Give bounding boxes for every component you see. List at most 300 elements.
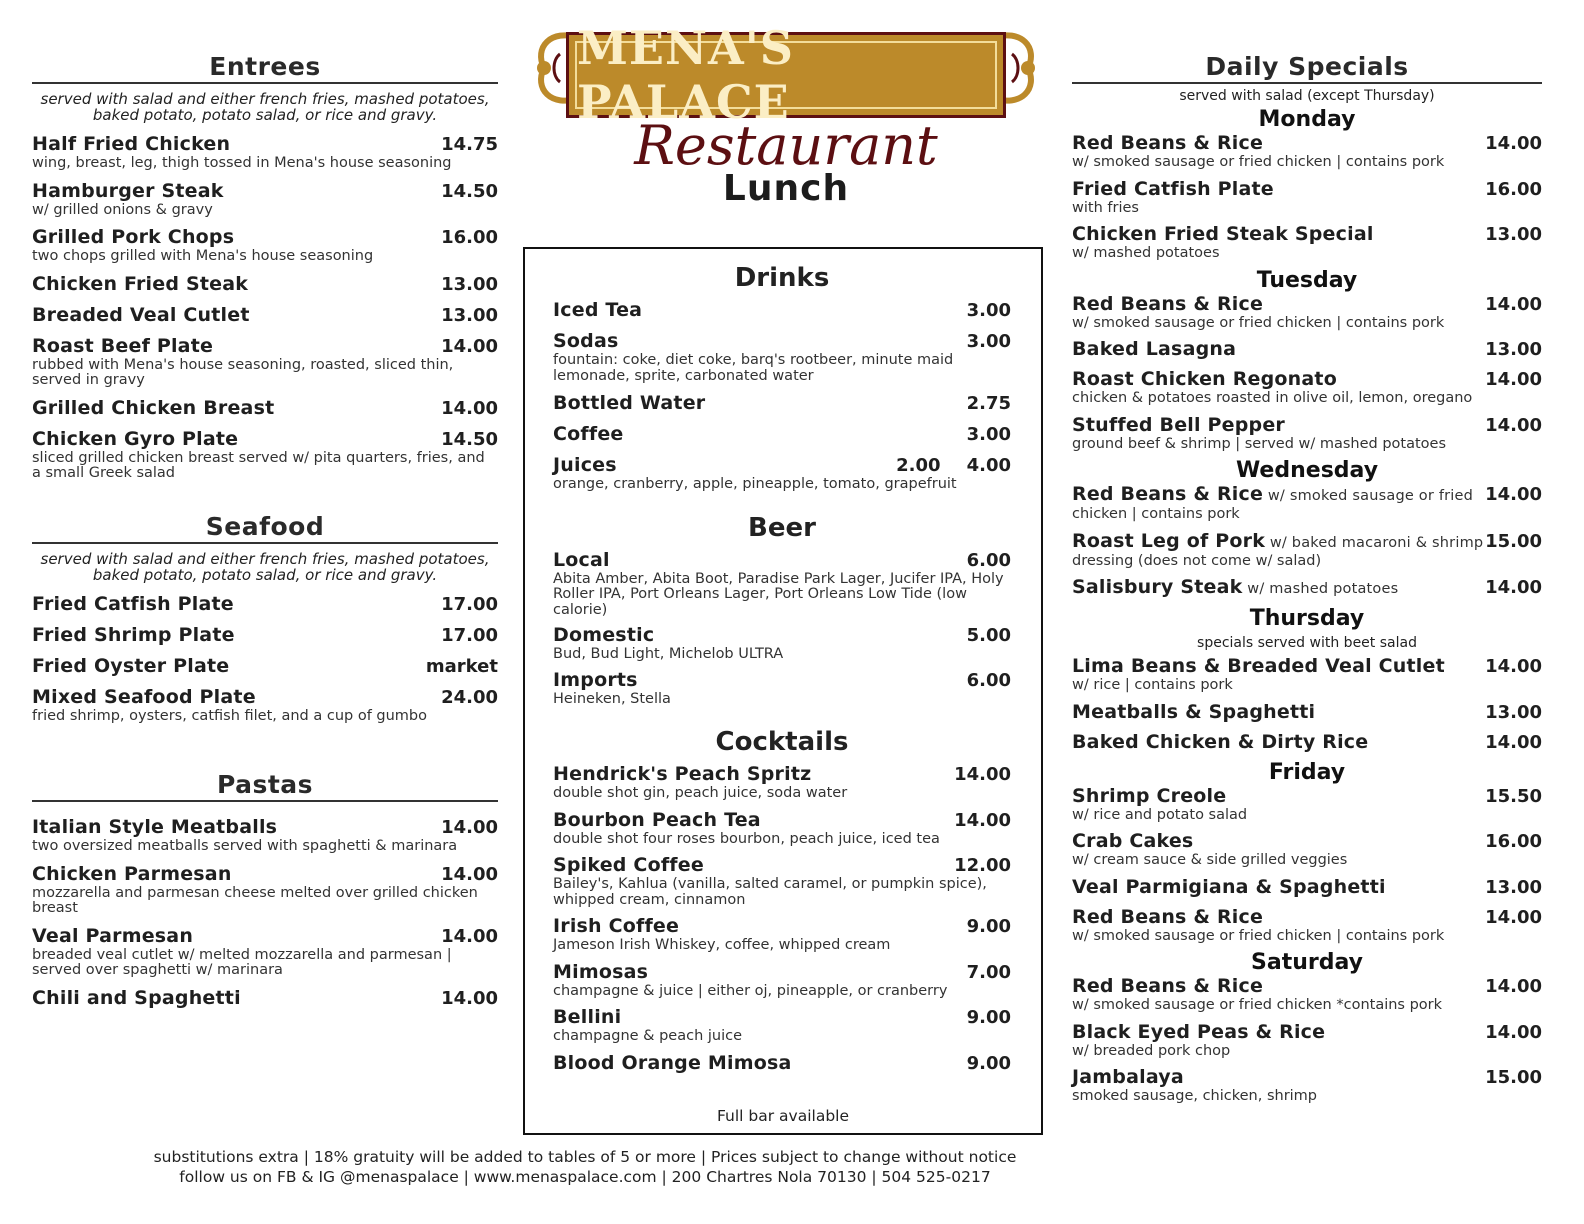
item-description: wing, breast, leg, thigh tossed in Mena's house seasoning [32, 155, 452, 171]
item-price: 16.00 [441, 227, 498, 248]
item-name-text: Chicken Parmesan [32, 862, 232, 885]
pastas-title: Pastas [32, 770, 498, 802]
item-price-group [967, 393, 1011, 415]
item-name-text: Domestic [553, 624, 655, 646]
item-inline-desc: w/ smoked sausage or fried [1263, 488, 1474, 504]
item-name [1072, 830, 1193, 852]
item-price-group [441, 181, 498, 203]
item-price-group [1485, 656, 1542, 678]
item-name-text: Hendrick's Peach Spritz [553, 763, 812, 785]
item-price-group [1485, 1022, 1542, 1044]
menu-item-row [1072, 530, 1542, 554]
item-name-text: Stuffed Bell Pepper [1072, 413, 1286, 436]
item-price-group [896, 455, 1011, 477]
item-price-group [967, 916, 1011, 938]
item-price-group [441, 336, 498, 358]
item-description: champagne & peach juice [553, 1028, 743, 1044]
item-description: w/ rice and potato salad [1072, 806, 1248, 823]
item-name-text: Iced Tea [553, 299, 643, 321]
item-price-group [1485, 1067, 1542, 1089]
item-price: 3.00 [966, 331, 1011, 352]
item-price: 14.00 [1485, 1021, 1542, 1043]
item-name-text: Bellini [553, 1006, 622, 1028]
item-name [1072, 876, 1386, 898]
item-description: w/ breaded pork chop [1072, 1042, 1231, 1059]
menu-item-row [553, 392, 1011, 415]
item-name-text: Red Beans & Rice [1072, 292, 1264, 315]
item-description: fried shrimp, oysters, catfish filet, and a cup of gumbo [32, 707, 428, 724]
item-description: two chops grilled with Mena's house seasoning [32, 248, 374, 264]
item-description: chicken & potatoes roasted in olive oil, lemon, oregano [1072, 390, 1473, 406]
item-name-text: Fried Shrimp Plate [32, 623, 235, 646]
menu-item-row [32, 593, 498, 616]
menu-item-row [1072, 576, 1542, 600]
item-name [32, 133, 230, 155]
item-name [1072, 483, 1473, 507]
brand-banner [566, 21, 1006, 129]
item-price-group [954, 764, 1011, 786]
item-price-group [441, 864, 498, 886]
item-price-group [1485, 415, 1542, 437]
day-title: Thursday [1249, 606, 1365, 631]
item-description: smoked sausage, chicken, shrimp [1072, 1088, 1318, 1104]
item-name [1072, 178, 1274, 200]
item-name [1072, 293, 1263, 315]
menu-item [553, 669, 1011, 708]
menu-item [553, 763, 1011, 802]
menu-item [32, 655, 498, 678]
menu-item-row [32, 273, 498, 296]
item-name-text: Black Eyed Peas & Rice [1072, 1020, 1326, 1043]
item-name [1072, 368, 1337, 390]
menu-item-row [1072, 1021, 1542, 1044]
pastas-list [32, 816, 498, 1010]
item-description: chicken | contains pork [1072, 506, 1240, 522]
item-name-text: Mimosas [553, 960, 649, 983]
menu-item-row [32, 624, 498, 647]
item-name [32, 816, 277, 838]
item-price-group [441, 817, 498, 839]
seafood-title: Seafood [32, 512, 498, 544]
item-price: 14.00 [1485, 731, 1542, 753]
item-price: 13.00 [1485, 876, 1542, 898]
item-price: 14.50 [441, 428, 498, 450]
menu-item [1072, 178, 1542, 217]
menu-item-row [32, 816, 498, 839]
item-price: 13.00 [1485, 701, 1542, 723]
item-name-text: Baked Chicken & Dirty Rice [1072, 730, 1369, 753]
item-description: Heineken, Stella [553, 690, 671, 707]
menu-item-row [32, 686, 498, 709]
menu-item-row [553, 763, 1011, 786]
menu-item-row [32, 428, 498, 451]
item-price: 9.00 [966, 1052, 1011, 1074]
item-inline-desc: w/ mashed potatoes [1242, 581, 1399, 597]
day-title: Monday [1258, 107, 1356, 132]
item-name-text: Grilled Chicken Breast [32, 396, 275, 419]
item-name [553, 763, 811, 785]
menu-item [553, 915, 1011, 954]
item-name [553, 423, 624, 445]
item-name-text: Roast Leg of Pork [1072, 529, 1266, 552]
menu-item-row [553, 454, 1011, 477]
item-name [553, 330, 618, 352]
menu-item [32, 987, 498, 1010]
item-price: 4.00 [966, 455, 1011, 476]
item-name-text: Shrimp Creole [1072, 784, 1227, 807]
item-price: 13.00 [441, 273, 498, 295]
item-description: breaded veal cutlet w/ melted mozzarella and parmesan | served over spaghetti w/ marinara [32, 946, 452, 978]
menu-item-row [1072, 178, 1542, 201]
item-name [553, 392, 705, 414]
item-price-group [967, 1053, 1011, 1075]
menu-item [553, 454, 1011, 493]
cocktails-list [553, 763, 1011, 1075]
item-name [32, 226, 234, 248]
item-description: mozzarella and parmesan cheese melted over grilled chicken breast [32, 884, 478, 916]
menu-item [553, 299, 1011, 322]
item-name-text: Mixed Seafood Plate [32, 685, 256, 708]
menu-item [1072, 906, 1542, 945]
item-description: double shot four roses bourbon, peach juice, iced tea [553, 830, 940, 847]
item-name-text: Crab Cakes [1072, 830, 1194, 852]
item-name-text: Jambalaya [1072, 1066, 1184, 1088]
item-name [1072, 338, 1236, 360]
menu-item-row [553, 961, 1011, 984]
day-items [1072, 132, 1542, 262]
menu-item [553, 392, 1011, 415]
item-price: 14.00 [1485, 133, 1542, 154]
menu-item-row [553, 854, 1011, 877]
right-column [1072, 52, 1542, 1112]
menu-item-row [1072, 132, 1542, 155]
item-name [32, 686, 256, 708]
item-name [553, 1006, 621, 1028]
item-description: w/ smoked sausage or fried chicken *contains pork [1072, 997, 1443, 1013]
item-name [32, 335, 213, 357]
item-name [553, 915, 679, 937]
menu-item-row [1072, 483, 1542, 507]
menu-item [1072, 731, 1542, 754]
item-price: 15.50 [1485, 785, 1542, 807]
menu-item [1072, 132, 1542, 171]
item-name [553, 854, 704, 876]
item-name [1072, 785, 1226, 807]
item-name [32, 593, 234, 615]
day-items [1072, 483, 1542, 600]
special-day-monday [1072, 108, 1542, 262]
item-name-text: Sodas [553, 330, 619, 352]
item-name [553, 624, 654, 646]
item-name [553, 1052, 792, 1074]
item-price-group [426, 656, 498, 678]
item-price: 14.00 [441, 987, 498, 1009]
item-name-text: Spiked Coffee [553, 854, 704, 876]
specials-note: served with salad (except Thursday) [1179, 88, 1435, 104]
item-name-text: Chicken Fried Steak Special [1072, 223, 1374, 245]
item-price-group [1485, 702, 1542, 724]
menu-item-row [553, 624, 1011, 647]
menu-item [32, 863, 498, 917]
item-price-group [441, 926, 498, 948]
menu-item [553, 423, 1011, 446]
menu-item-row [1072, 785, 1542, 808]
item-name [1072, 576, 1398, 600]
item-price: 14.00 [1485, 414, 1542, 436]
item-name-text: Veal Parmesan [32, 924, 194, 947]
item-price: market [425, 655, 498, 677]
item-price: 14.50 [441, 180, 498, 202]
special-day-friday [1072, 761, 1542, 945]
seafood-note: served with salad and either french fries, mashed potatoes, baked potato, potato salad, or rice and gravy. [40, 549, 490, 584]
item-name-text: Chicken Fried Steak [32, 272, 249, 295]
menu-item-row [1072, 293, 1542, 316]
item-name [1072, 530, 1483, 554]
item-price: 7.00 [966, 961, 1011, 983]
menu-item-row [32, 133, 498, 156]
item-name [32, 428, 238, 450]
item-name-text: Meatballs & Spaghetti [1072, 700, 1316, 723]
menu-item-row [32, 655, 498, 678]
item-name-text: Chicken Gyro Plate [32, 427, 239, 450]
item-price: 6.00 [966, 549, 1011, 571]
day-items [1072, 785, 1542, 945]
item-price: 14.00 [441, 925, 498, 947]
item-price: 24.00 [441, 686, 498, 708]
item-price: 14.00 [441, 397, 498, 419]
item-description: w/ rice | contains pork [1072, 677, 1233, 693]
day-title: Saturday [1251, 950, 1363, 975]
item-price-group [1485, 339, 1542, 361]
menu-item-row [1072, 414, 1542, 437]
item-description: w/ smoked sausage or fried chicken | contains pork [1072, 927, 1445, 944]
item-name [1072, 414, 1285, 436]
item-price-group [1485, 786, 1542, 808]
entrees-title: Entrees [32, 52, 498, 84]
menu-item [553, 961, 1011, 1000]
item-name [1072, 731, 1368, 753]
item-price: 14.00 [1485, 976, 1542, 997]
item-name-text: Juices [553, 454, 617, 476]
item-name [32, 925, 193, 947]
item-price: 16.00 [1485, 831, 1542, 852]
day-title: Wednesday [1235, 458, 1379, 483]
item-inline-desc: w/ baked macaroni & shrimp [1265, 534, 1484, 551]
menu-item [553, 809, 1011, 848]
item-price: 17.00 [441, 624, 498, 646]
menu-item-row [553, 423, 1011, 446]
item-description: fountain: coke, diet coke, barq's rootbeer, minute maid lemonade, sprite, carbonated water [553, 352, 954, 384]
item-price: 9.00 [966, 1007, 1011, 1028]
item-price-group [441, 625, 498, 647]
menu-item-row [32, 863, 498, 886]
footer-line-1: substitutions extra | 18% gratuity will be added to tables of 5 or more | Prices subject to change without notice [153, 1148, 1017, 1166]
menu-item-row [553, 330, 1011, 353]
item-price-group [441, 398, 498, 420]
footer [40, 1147, 1130, 1187]
item-name-text: Irish Coffee [553, 915, 680, 937]
menu-item [1072, 1066, 1542, 1105]
item-name-text: Red Beans & Rice [1072, 905, 1264, 928]
item-name [553, 961, 648, 983]
item-price-group [441, 227, 498, 249]
menu-item-row [553, 1006, 1011, 1029]
item-price-group [1485, 976, 1542, 998]
menu-item [1072, 368, 1542, 407]
menu-item [32, 397, 498, 420]
item-description: dressing (does not come w/ salad) [1072, 552, 1322, 569]
item-description: w/ smoked sausage or fried chicken | contains pork [1072, 314, 1445, 331]
item-name [553, 669, 638, 691]
item-name [32, 863, 232, 885]
day-note: specials served with beet salad [1197, 635, 1417, 651]
day-title: Friday [1268, 759, 1346, 785]
item-price-group [441, 274, 498, 296]
menu-item-row [1072, 906, 1542, 929]
menu-item-row [553, 1052, 1011, 1075]
item-name [1072, 132, 1263, 154]
item-name-text: Bourbon Peach Tea [553, 808, 761, 831]
item-name-text: Hamburger Steak [32, 179, 224, 202]
item-price-group [967, 625, 1011, 647]
item-name-text: Bottled Water [553, 392, 706, 414]
item-price: 3.00 [966, 300, 1011, 321]
menu-item [1072, 338, 1542, 361]
menu-item [32, 925, 498, 979]
menu-item-row [553, 669, 1011, 692]
item-price: 14.00 [1485, 293, 1542, 315]
menu-item [553, 624, 1011, 663]
entrees-list [32, 133, 498, 482]
item-description: with fries [1072, 199, 1139, 216]
menu-item-row [32, 925, 498, 948]
seafood-list [32, 593, 498, 725]
item-price: 2.75 [966, 393, 1011, 414]
menu-item-row [1072, 338, 1542, 361]
item-name-text: Roast Chicken Regonato [1072, 368, 1337, 390]
brand-subtitle: Restaurant [634, 114, 938, 177]
item-price: 5.00 [966, 625, 1011, 646]
day-items [1072, 293, 1542, 453]
item-price: 9.00 [966, 916, 1011, 937]
item-name-text: Imports [553, 668, 638, 691]
item-name-text: Veal Parmigiana & Spaghetti [1072, 875, 1386, 898]
item-price: 15.00 [1485, 530, 1542, 552]
item-description: Jameson Irish Whiskey, coffee, whipped cream [553, 937, 891, 953]
item-price-small: 2.00 [896, 455, 941, 476]
item-name [553, 549, 610, 571]
item-price: 14.00 [1485, 484, 1542, 505]
menu-item-row [553, 809, 1011, 832]
menu-item-row [553, 549, 1011, 572]
day-items [1072, 655, 1542, 754]
item-name [32, 655, 229, 677]
menu-item [553, 330, 1011, 384]
menu-item-row [1072, 830, 1542, 853]
item-price: 6.00 [966, 669, 1011, 691]
item-name [32, 304, 250, 326]
item-price-group [1485, 831, 1542, 853]
menu-item [553, 1006, 1011, 1045]
item-name-text: Blood Orange Mimosa [553, 1051, 792, 1074]
item-name-text: Coffee [553, 423, 624, 445]
item-name-text: Breaded Veal Cutlet [32, 303, 250, 326]
menu-item [1072, 830, 1542, 869]
menu-item [1072, 530, 1542, 570]
item-name [32, 273, 248, 295]
item-price-group [967, 300, 1011, 322]
item-name [32, 397, 274, 419]
item-price: 3.00 [966, 424, 1011, 445]
item-description: two oversized meatballs served with spaghetti & marinara [32, 838, 458, 854]
menu-item [32, 593, 498, 616]
menu-item-row [32, 304, 498, 327]
item-name-text: Baked Lasagna [1072, 338, 1237, 360]
item-price: 12.00 [954, 855, 1011, 876]
item-name-text: Salisbury Steak [1072, 576, 1243, 598]
special-day-thursday [1072, 607, 1542, 754]
full-bar-note: Full bar available [716, 1107, 850, 1125]
item-price-group [1485, 224, 1542, 246]
menu-item [1072, 1021, 1542, 1060]
item-price-group [441, 594, 498, 616]
item-description: Bud, Bud Light, Michelob ULTRA [553, 646, 784, 662]
item-name-text: Italian Style Meatballs [32, 816, 278, 838]
menu-item [32, 273, 498, 296]
menu-item [1072, 655, 1542, 694]
item-name [553, 299, 642, 321]
item-price-group [967, 670, 1011, 692]
menu-item-row [1072, 1066, 1542, 1089]
item-price: 14.75 [441, 134, 498, 155]
item-name-text: Fried Oyster Plate [32, 654, 230, 677]
menu-item [32, 428, 498, 482]
menu-item [32, 816, 498, 855]
menu-item-row [553, 915, 1011, 938]
menu-item-row [32, 180, 498, 203]
item-name [1072, 906, 1263, 928]
menu-item [1072, 876, 1542, 899]
menu-item [32, 335, 498, 389]
item-name-text: Red Beans & Rice [1072, 483, 1264, 505]
menu-item-row [1072, 368, 1542, 391]
item-description: w/ cream sauce & side grilled veggies [1072, 852, 1348, 868]
logo [530, 18, 1042, 223]
item-name [1072, 1066, 1184, 1088]
item-name [1072, 1021, 1325, 1043]
menu-item [32, 133, 498, 172]
menu-item-row [1072, 223, 1542, 246]
item-name-text: Half Fried Chicken [32, 133, 231, 155]
entrees-note: served with salad and either french fries, mashed potatoes, baked potato, potato salad, or rice and gravy. [40, 90, 490, 124]
item-price-group [441, 134, 498, 156]
item-name [1072, 975, 1263, 997]
item-description: sliced grilled chicken breast served w/ pita quarters, fries, and a small Greek salad [32, 449, 485, 481]
item-description: orange, cranberry, apple, pineapple, tomato, grapefruit [553, 476, 957, 492]
item-name-text: Lima Beans & Breaded Veal Cutlet [1072, 655, 1445, 677]
item-price-group [967, 424, 1011, 446]
menu-item [1072, 483, 1542, 523]
beer-list [553, 549, 1011, 708]
cocktails-title: Cocktails [715, 727, 849, 757]
item-price-group [1485, 577, 1542, 599]
item-price-group [441, 988, 498, 1010]
left-column [32, 52, 498, 1018]
item-name [32, 624, 235, 646]
item-description: Abita Amber, Abita Boot, Paradise Park Lager, Jucifer IPA, Holy Roller IPA, Port Orleans Lager, Port Orleans Low Tide (low calorie) [553, 570, 1004, 618]
item-price: 14.00 [441, 335, 498, 357]
item-name-text: Red Beans & Rice [1072, 132, 1264, 154]
